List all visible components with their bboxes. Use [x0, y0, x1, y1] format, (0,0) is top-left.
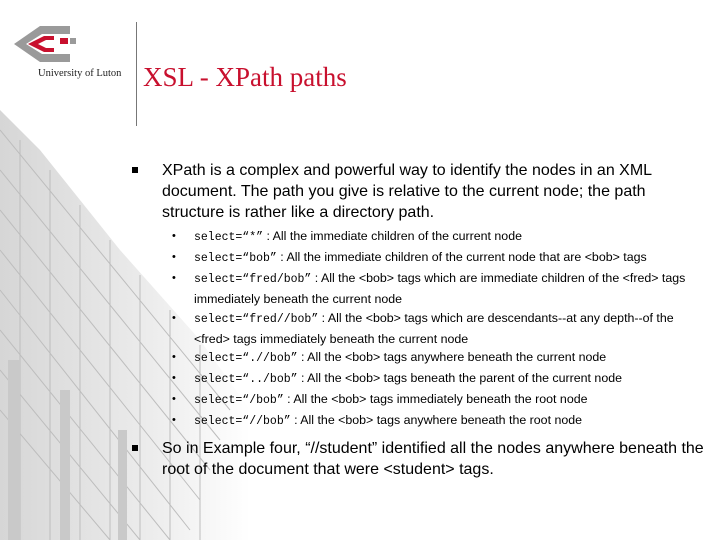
- list-item: [130, 390, 705, 411]
- code-snippet: select=“../bob”: [194, 373, 298, 387]
- list-item: [130, 369, 705, 390]
- dot-bullet-icon: •: [172, 250, 176, 263]
- list-item: [130, 348, 705, 369]
- dot-bullet-icon: •: [172, 271, 176, 284]
- item-description: : All the <bob> tags immediately beneath the root node: [283, 392, 588, 407]
- slide-title: XSL - XPath paths: [143, 62, 347, 92]
- code-snippet: select=“*”: [194, 231, 264, 244]
- main-bullet-1: [130, 160, 705, 223]
- logo-mark-icon: [10, 24, 80, 64]
- bullet-text: XPath is a complex and powerful way to identify the nodes in an XML document. The path you give is relative to the current node; the path structure is rather like a directory path.: [162, 162, 652, 221]
- item-description: : All the <bob> tags anywhere beneath the current node: [297, 350, 607, 365]
- dot-bullet-icon: •: [172, 372, 176, 385]
- slide-content: [130, 160, 705, 480]
- item-description: : All the <bob> tags anywhere beneath the root node: [290, 413, 583, 428]
- square-bullet-icon: [132, 445, 138, 451]
- title-divider: [136, 22, 137, 126]
- dot-bullet-icon: •: [172, 351, 176, 364]
- main-bullet-2: [130, 438, 705, 480]
- code-snippet: select=“fred/bob”: [194, 272, 312, 286]
- list-item: [130, 227, 705, 248]
- item-description: : All the <bob> tags which are immediate children of the <fred> tags immediately beneath the current node: [194, 270, 686, 306]
- code-snippet: select=“bob”: [194, 251, 277, 265]
- list-item: [130, 411, 705, 432]
- item-description: : All the immediate children of the current node: [263, 229, 522, 243]
- list-item: [130, 309, 705, 349]
- xpath-examples-list: [130, 227, 705, 432]
- code-snippet: select=“fred//bob”: [194, 312, 319, 326]
- list-item: [130, 248, 705, 269]
- code-snippet: select=“.//bob”: [194, 352, 298, 366]
- square-bullet-icon: [132, 167, 138, 173]
- dot-bullet-icon: •: [172, 414, 176, 427]
- logo-text: University of Luton: [38, 68, 122, 79]
- dot-bullet-icon: •: [172, 393, 176, 406]
- item-description: : All the immediate children of the current node that are <bob> tags: [276, 249, 647, 264]
- item-description: : All the <bob> tags which are descendants--at any depth--of the <fred> tags immediately beneath the current node: [194, 310, 674, 346]
- dot-bullet-icon: •: [172, 311, 176, 324]
- university-logo: [0, 0, 136, 110]
- code-snippet: select=“//bob”: [194, 415, 291, 429]
- bullet-text: So in Example four, “//student” identified all the nodes anywhere beneath the root of the document that were <student> tags.: [162, 440, 704, 479]
- item-description: : All the <bob> tags beneath the parent of the current node: [297, 371, 622, 386]
- code-snippet: select=“/bob”: [194, 394, 284, 408]
- list-item: [130, 269, 705, 309]
- dot-bullet-icon: •: [172, 230, 176, 242]
